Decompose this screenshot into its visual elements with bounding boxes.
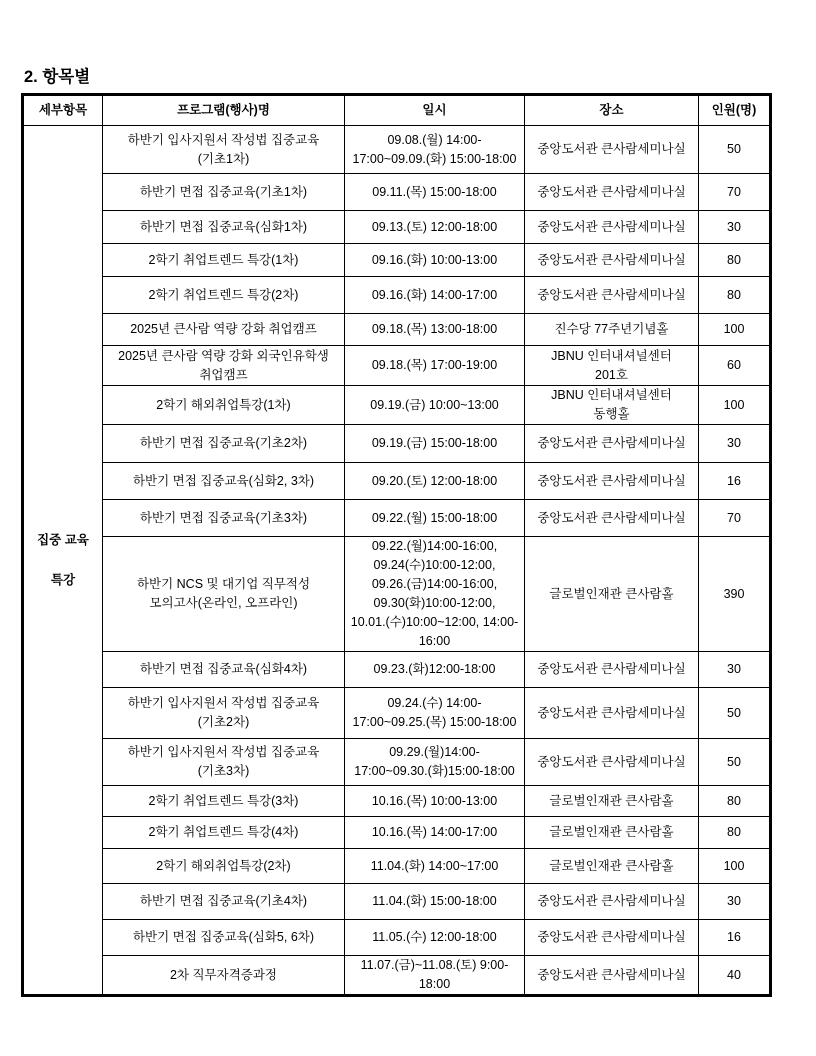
venue-line: 중앙도서관 큰사람세미나실 bbox=[537, 662, 686, 676]
attendee-count-cell: 30 bbox=[699, 425, 771, 463]
datetime-line: 09.22.(월)14:00-16:00, bbox=[371, 539, 498, 553]
program-name-line: 하반기 면접 집중교육(심화1차) bbox=[139, 219, 308, 234]
category-cell bbox=[23, 126, 103, 996]
venue-line: 진수당 77주년기념홀 bbox=[554, 322, 669, 336]
venue-cell bbox=[525, 500, 699, 537]
attendee-count-cell: 80 bbox=[699, 277, 771, 314]
venue-line: 중앙도서관 큰사람세미나실 bbox=[537, 967, 686, 982]
datetime-line: 09.24(수)10:00-12:00, bbox=[373, 558, 496, 572]
table-row bbox=[23, 688, 771, 739]
venue-line: 중앙도서관 큰사람세미나실 bbox=[537, 142, 686, 156]
header-category: 세부항목 bbox=[23, 95, 103, 126]
datetime-cell bbox=[345, 817, 525, 849]
venue-line: JBNU 인터내셔널센터 bbox=[551, 348, 672, 363]
datetime-line: 10.16.(목) 10:00-13:00 bbox=[371, 793, 498, 808]
table-row bbox=[23, 174, 771, 211]
venue-line: 중앙도서관 큰사람세미나실 bbox=[537, 894, 686, 908]
table-header-row bbox=[23, 95, 771, 126]
venue-cell bbox=[525, 314, 699, 346]
datetime-cell bbox=[345, 688, 525, 739]
datetime-cell bbox=[345, 346, 525, 386]
datetime-line: 09.24.(수) 14:00- bbox=[387, 696, 482, 710]
attendee-count-cell: 16 bbox=[699, 463, 771, 500]
datetime-line: 09.23.(화)12:00-18:00 bbox=[373, 662, 496, 676]
datetime-cell bbox=[345, 537, 525, 652]
program-name-line: 2차 직무자격증과정 bbox=[169, 967, 278, 982]
datetime-line: 10.01.(수)10:00~12:00, 14:00- bbox=[350, 615, 519, 629]
datetime-cell bbox=[345, 277, 525, 314]
attendee-count-cell: 80 bbox=[699, 244, 771, 277]
venue-cell bbox=[525, 537, 699, 652]
venue-line: 글로벌인재관 큰사람홀 bbox=[549, 586, 674, 601]
venue-cell bbox=[525, 849, 699, 884]
venue-cell bbox=[525, 211, 699, 244]
table-row bbox=[23, 126, 771, 174]
program-name-cell bbox=[103, 739, 345, 786]
venue-line: 중앙도서관 큰사람세미나실 bbox=[537, 252, 686, 267]
datetime-line: 09.30(화)10:00-12:00, bbox=[373, 596, 496, 610]
program-name-line: 하반기 면접 집중교육(심화2, 3차) bbox=[132, 473, 315, 488]
venue-cell bbox=[525, 739, 699, 786]
header-datetime: 일시 bbox=[345, 95, 525, 126]
datetime-cell bbox=[345, 884, 525, 920]
venue-cell bbox=[525, 277, 699, 314]
table-row bbox=[23, 277, 771, 314]
datetime-cell bbox=[345, 174, 525, 211]
datetime-cell bbox=[345, 849, 525, 884]
datetime-line: 09.19.(금) 15:00-18:00 bbox=[371, 436, 498, 450]
venue-line: JBNU 인터내셔널센터 bbox=[551, 388, 672, 402]
datetime-line: 09.16.(화) 10:00-13:00 bbox=[371, 252, 498, 267]
attendee-count-cell: 30 bbox=[699, 211, 771, 244]
venue-cell bbox=[525, 817, 699, 849]
table-row bbox=[23, 920, 771, 956]
venue-cell bbox=[525, 174, 699, 211]
datetime-line: 09.29.(월)14:00- bbox=[389, 745, 480, 759]
venue-line: 중앙도서관 큰사람세미나실 bbox=[537, 705, 686, 720]
datetime-line: 11.04.(화) 15:00-18:00 bbox=[372, 894, 497, 908]
section-heading: 2. 항목별 bbox=[24, 68, 91, 86]
venue-line: 동행홀 bbox=[593, 407, 630, 421]
datetime-cell bbox=[345, 786, 525, 817]
program-name-cell bbox=[103, 126, 345, 174]
venue-line: 중앙도서관 큰사람세미나실 bbox=[537, 287, 686, 302]
venue-line: 글로벌인재관 큰사람홀 bbox=[549, 825, 674, 839]
table-row bbox=[23, 739, 771, 786]
program-name-line: 2학기 취업트렌드 특강(4차) bbox=[148, 825, 299, 839]
program-name-line: 하반기 면접 집중교육(심화5, 6차) bbox=[132, 930, 315, 944]
venue-line: 중앙도서관 큰사람세미나실 bbox=[537, 473, 686, 488]
program-name-line: 2학기 취업트렌드 특강(2차) bbox=[148, 287, 299, 302]
attendee-count-cell: 50 bbox=[699, 126, 771, 174]
program-name-line: 하반기 면접 집중교육(심화4차) bbox=[139, 662, 308, 676]
datetime-line: 11.04.(화) 14:00~17:00 bbox=[370, 858, 499, 873]
attendee-count-cell: 50 bbox=[699, 688, 771, 739]
venue-cell bbox=[525, 786, 699, 817]
datetime-line: 09.22.(월) 15:00-18:00 bbox=[371, 510, 498, 525]
datetime-line: 09.18.(목) 13:00-18:00 bbox=[371, 322, 498, 336]
table-row bbox=[23, 425, 771, 463]
table-row bbox=[23, 244, 771, 277]
datetime-line: 18:00 bbox=[418, 977, 451, 991]
venue-cell bbox=[525, 126, 699, 174]
venue-cell bbox=[525, 425, 699, 463]
attendee-count-cell: 40 bbox=[699, 956, 771, 996]
datetime-line: 11.07.(금)~11.08.(토) 9:00- bbox=[360, 958, 509, 972]
venue-cell bbox=[525, 463, 699, 500]
program-name-cell bbox=[103, 688, 345, 739]
datetime-cell bbox=[345, 126, 525, 174]
datetime-line: 10.16.(목) 14:00-17:00 bbox=[371, 825, 498, 839]
venue-cell bbox=[525, 386, 699, 425]
program-name-line: (기초2차) bbox=[197, 715, 250, 729]
program-name-cell bbox=[103, 463, 345, 500]
program-name-cell bbox=[103, 346, 345, 386]
table-row bbox=[23, 849, 771, 884]
program-name-line: 2학기 취업트렌드 특강(1차) bbox=[148, 252, 299, 267]
program-name-line: 하반기 입사지원서 작성법 집중교육 bbox=[127, 132, 320, 147]
venue-line: 중앙도서관 큰사람세미나실 bbox=[537, 184, 686, 199]
table-row bbox=[23, 817, 771, 849]
header-program-name: 프로그램(행사)명 bbox=[103, 95, 345, 126]
attendee-count-cell: 50 bbox=[699, 739, 771, 786]
program-name-cell bbox=[103, 174, 345, 211]
venue-cell bbox=[525, 244, 699, 277]
venue-line: 글로벌인재관 큰사람홀 bbox=[549, 858, 674, 873]
category-label: 집중 교육 bbox=[37, 532, 89, 547]
table-row bbox=[23, 463, 771, 500]
program-name-line: 2025년 큰사람 역량 강화 취업캠프 bbox=[130, 322, 317, 336]
datetime-line: 09.16.(화) 14:00-17:00 bbox=[371, 287, 498, 302]
program-name-line: (기초1차) bbox=[197, 151, 250, 166]
program-name-line: 하반기 면접 집중교육(기초3차) bbox=[139, 510, 308, 525]
datetime-cell bbox=[345, 314, 525, 346]
venue-line: 중앙도서관 큰사람세미나실 bbox=[537, 930, 686, 944]
venue-cell bbox=[525, 956, 699, 996]
venue-line: 201호 bbox=[595, 367, 628, 382]
program-name-line: 하반기 면접 집중교육(기초1차) bbox=[139, 184, 308, 199]
attendee-count-cell: 390 bbox=[699, 537, 771, 652]
program-name-cell bbox=[103, 314, 345, 346]
program-name-cell bbox=[103, 786, 345, 817]
attendee-count-cell: 30 bbox=[699, 652, 771, 688]
program-schedule-table bbox=[21, 93, 772, 997]
program-name-cell bbox=[103, 211, 345, 244]
program-name-line: 2학기 해외취업특강(2차) bbox=[156, 858, 291, 873]
program-name-line: 취업캠프 bbox=[199, 367, 248, 382]
datetime-cell bbox=[345, 500, 525, 537]
table-row bbox=[23, 346, 771, 386]
attendee-count-cell: 100 bbox=[699, 386, 771, 425]
venue-cell bbox=[525, 920, 699, 956]
attendee-count-cell: 100 bbox=[699, 314, 771, 346]
program-name-line: 2학기 해외취업특강(1차) bbox=[156, 397, 291, 412]
venue-cell bbox=[525, 346, 699, 386]
program-name-cell bbox=[103, 884, 345, 920]
datetime-line: 09.18.(목) 17:00-19:00 bbox=[371, 358, 498, 372]
datetime-line: 17:00~09.09.(화) 15:00-18:00 bbox=[352, 151, 517, 166]
table-row bbox=[23, 386, 771, 425]
table-row bbox=[23, 956, 771, 996]
program-name-cell bbox=[103, 500, 345, 537]
table-row bbox=[23, 314, 771, 346]
venue-line: 중앙도서관 큰사람세미나실 bbox=[537, 219, 686, 234]
program-name-cell bbox=[103, 425, 345, 463]
datetime-cell bbox=[345, 211, 525, 244]
venue-cell bbox=[525, 652, 699, 688]
table-row bbox=[23, 786, 771, 817]
attendee-count-cell: 70 bbox=[699, 500, 771, 537]
program-name-cell bbox=[103, 244, 345, 277]
venue-line: 중앙도서관 큰사람세미나실 bbox=[537, 754, 686, 769]
datetime-line: 11.05.(수) 12:00-18:00 bbox=[372, 930, 497, 944]
datetime-line: 16:00 bbox=[418, 634, 451, 648]
datetime-line: 09.26.(금)14:00-16:00, bbox=[371, 577, 498, 591]
datetime-line: 09.19.(금) 10:00~13:00 bbox=[370, 397, 499, 412]
program-name-line: 하반기 면접 집중교육(기초2차) bbox=[139, 436, 308, 450]
program-name-line: 하반기 입사지원서 작성법 집중교육 bbox=[127, 696, 320, 710]
datetime-cell bbox=[345, 920, 525, 956]
program-name-cell bbox=[103, 277, 345, 314]
venue-line: 글로벌인재관 큰사람홀 bbox=[549, 793, 674, 808]
attendee-count-cell: 80 bbox=[699, 817, 771, 849]
venue-line: 중앙도서관 큰사람세미나실 bbox=[537, 510, 686, 525]
header-attendee-count: 인원(명) bbox=[699, 95, 771, 126]
program-name-cell bbox=[103, 386, 345, 425]
datetime-cell bbox=[345, 463, 525, 500]
table-row bbox=[23, 884, 771, 920]
venue-cell bbox=[525, 688, 699, 739]
table-row bbox=[23, 211, 771, 244]
program-name-line: 하반기 면접 집중교육(기초4차) bbox=[139, 894, 308, 908]
datetime-line: 09.08.(월) 14:00- bbox=[387, 132, 482, 147]
attendee-count-cell: 80 bbox=[699, 786, 771, 817]
program-name-cell bbox=[103, 817, 345, 849]
program-name-line: 2학기 취업트렌드 특강(3차) bbox=[148, 793, 299, 808]
program-name-line: 모의고사(온라인, 오프라인) bbox=[149, 596, 298, 610]
table-row bbox=[23, 652, 771, 688]
venue-line: 중앙도서관 큰사람세미나실 bbox=[537, 436, 686, 450]
table-row bbox=[23, 537, 771, 652]
attendee-count-cell: 16 bbox=[699, 920, 771, 956]
attendee-count-cell: 30 bbox=[699, 884, 771, 920]
program-name-cell bbox=[103, 537, 345, 652]
program-name-cell bbox=[103, 849, 345, 884]
attendee-count-cell: 70 bbox=[699, 174, 771, 211]
datetime-cell bbox=[345, 425, 525, 463]
category-label: 특강 bbox=[50, 572, 76, 587]
attendee-count-cell: 60 bbox=[699, 346, 771, 386]
datetime-cell bbox=[345, 244, 525, 277]
program-name-line: 하반기 NCS 및 대기업 직무적성 bbox=[136, 577, 311, 591]
datetime-cell bbox=[345, 739, 525, 786]
datetime-line: 17:00~09.30.(화)15:00-18:00 bbox=[354, 764, 515, 778]
datetime-cell bbox=[345, 386, 525, 425]
program-name-cell bbox=[103, 920, 345, 956]
datetime-line: 17:00~09.25.(목) 15:00-18:00 bbox=[352, 715, 517, 729]
datetime-line: 09.20.(토) 12:00-18:00 bbox=[371, 473, 498, 488]
datetime-cell bbox=[345, 956, 525, 996]
program-name-cell bbox=[103, 956, 345, 996]
datetime-cell bbox=[345, 652, 525, 688]
datetime-line: 09.11.(목) 15:00-18:00 bbox=[372, 184, 497, 199]
header-venue: 장소 bbox=[525, 95, 699, 126]
table-body bbox=[23, 126, 771, 996]
program-name-line: 하반기 입사지원서 작성법 집중교육 bbox=[127, 745, 320, 759]
table-row bbox=[23, 500, 771, 537]
program-name-line: 2025년 큰사람 역량 강화 외국인유학생 bbox=[118, 348, 329, 363]
program-name-line: (기초3차) bbox=[197, 764, 250, 778]
attendee-count-cell: 100 bbox=[699, 849, 771, 884]
venue-cell bbox=[525, 884, 699, 920]
datetime-line: 09.13.(토) 12:00-18:00 bbox=[371, 219, 498, 234]
program-name-cell bbox=[103, 652, 345, 688]
